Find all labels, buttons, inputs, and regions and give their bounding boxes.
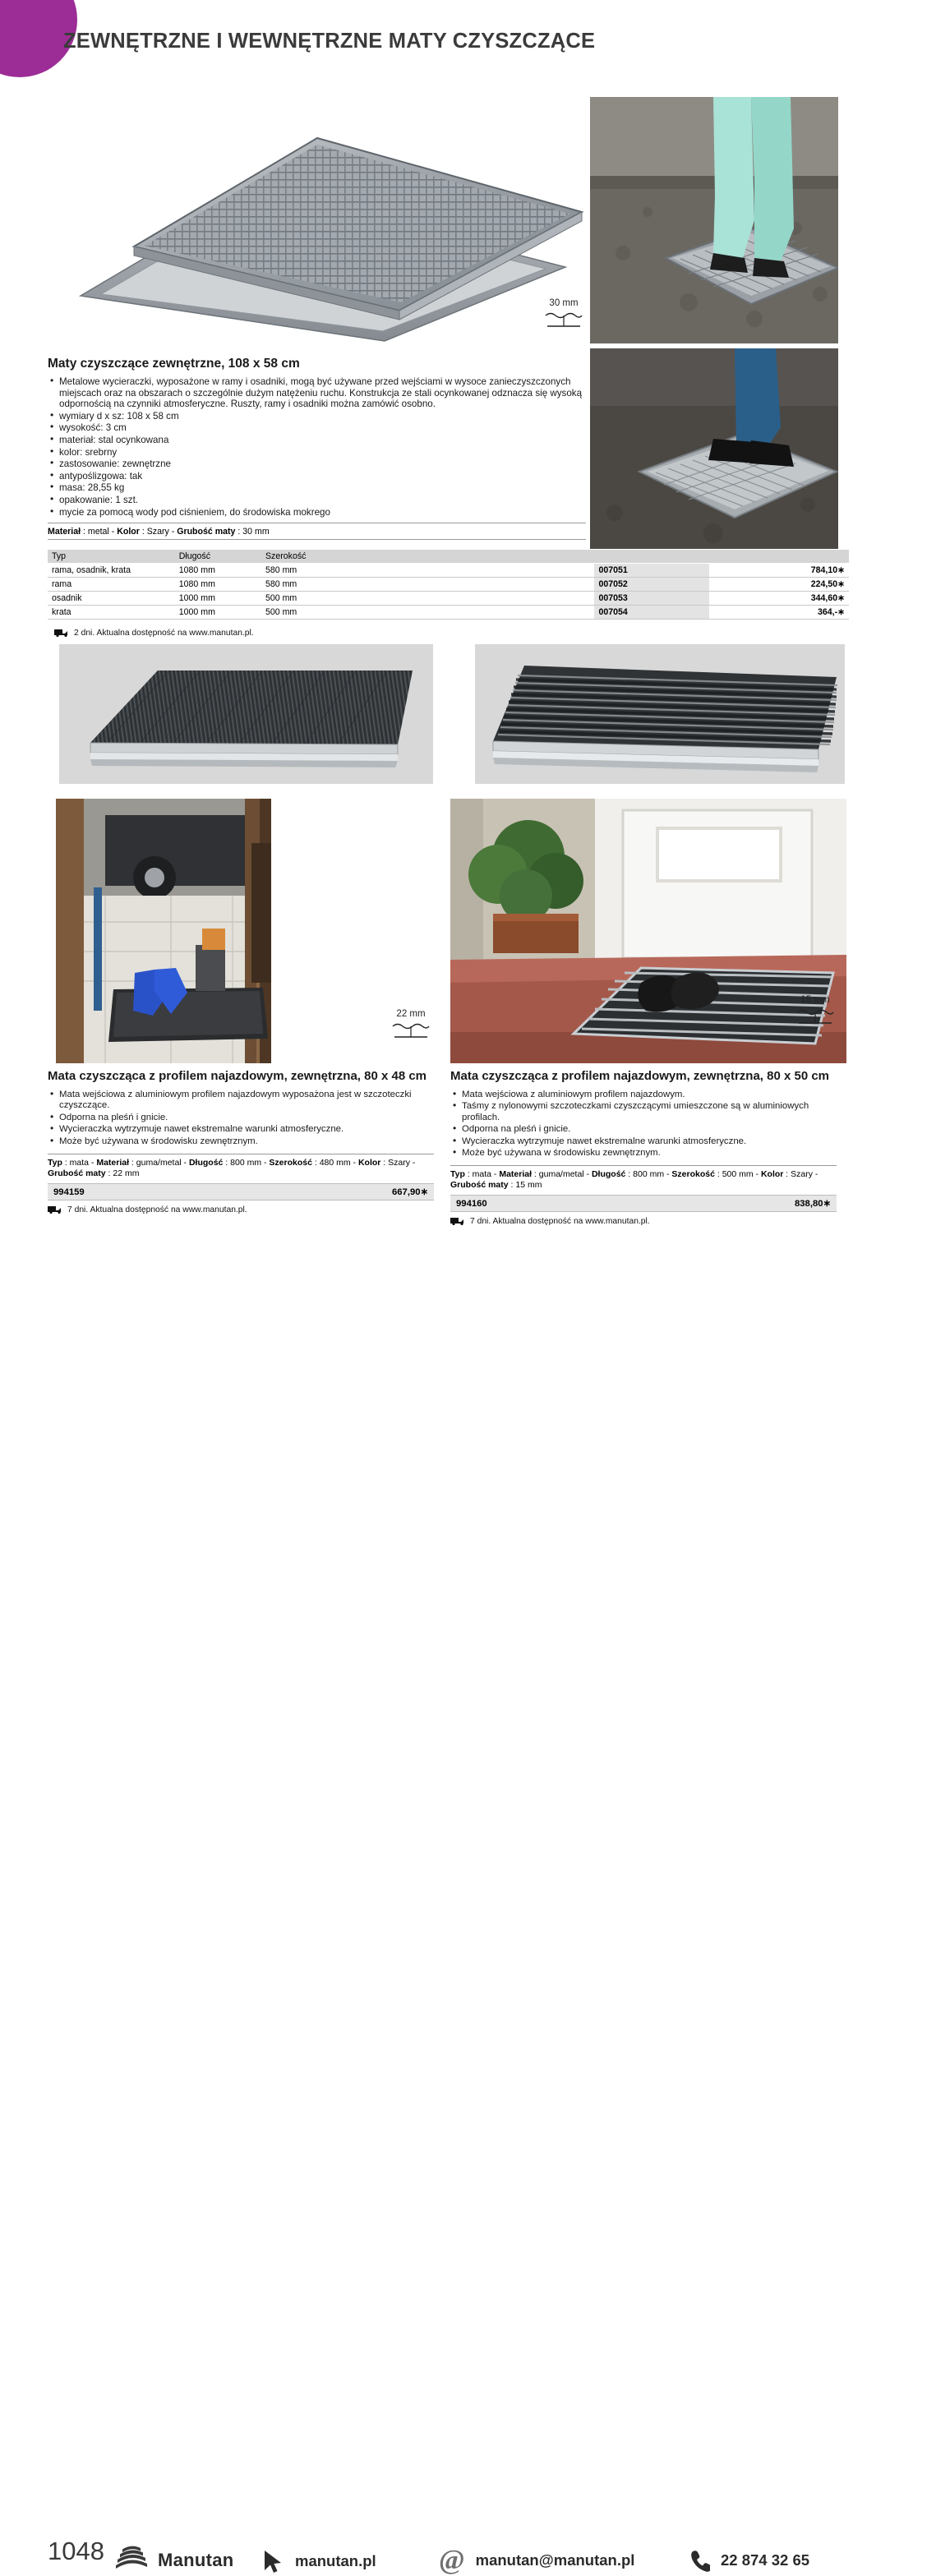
cell-price	[709, 578, 849, 592]
product-title-1: Maty czyszczące zewnętrzne, 108 x 58 cm	[48, 357, 300, 371]
cell-szerokosc: 580 mm	[261, 564, 594, 578]
cell-typ: rama, osadnik, krata	[48, 564, 175, 578]
delivery-text: 2 dni. Aktualna dostępność na www.manutan.pl.	[74, 629, 254, 638]
list-item: • antypoślizgowa: tak	[48, 471, 586, 482]
list-item: • Wycieraczka wytrzymuje nawet ekstremalne warunki atmosferyczne.	[450, 1136, 837, 1147]
list-item: • Może być używana w środowisku zewnętrznym.	[48, 1136, 434, 1147]
table-row[interactable]	[48, 578, 849, 592]
price-asterisk: ∗	[837, 565, 845, 575]
table-header-row	[48, 550, 849, 564]
list-item: • zastosowanie: zewnętrzne	[48, 459, 586, 470]
footer-website[interactable]	[261, 2549, 376, 2574]
spec-line-1: Materiał : metal - Kolor : Szary - Grubość maty : 30 mm	[48, 523, 586, 540]
product-description-block-1	[48, 357, 586, 540]
delivery-text: 7 dni. Aktualna dostępność na www.manutan.pl.	[470, 1217, 650, 1227]
cursor-icon	[261, 2549, 284, 2574]
list-item: • Odporna na pleśń i gnicie.	[450, 1124, 837, 1135]
application-photo-feet-on-mat-1	[590, 97, 838, 343]
cell-reference: 007052	[594, 578, 708, 592]
product-title-2: Mata czyszcząca z profilem najazdowym, zewnętrzna, 80 x 48 cm	[48, 1069, 427, 1083]
column-header-szerokosc: Szerokość	[261, 550, 594, 564]
truck-icon	[54, 628, 70, 639]
list-item: • kolor: srebrny	[48, 447, 586, 459]
product-image-brush-mat-left	[59, 644, 433, 784]
delivery-note-3	[450, 1216, 837, 1228]
list-item: • Mata wejściowa z aluminiowym profilem najazdowym wyposażona jest w szczoteczki czyszczące.	[48, 1090, 434, 1112]
feature-list-1	[48, 376, 586, 518]
price-asterisk: ∗	[837, 593, 845, 603]
price-value: 344,60	[810, 593, 838, 603]
purchase-row-3[interactable]	[450, 1195, 837, 1212]
list-item: • Może być używana w środowisku zewnętrznym.	[450, 1148, 837, 1159]
product-image-grate-mat	[56, 90, 586, 353]
list-item: • Taśmy z nylonowymi szczoteczkami czyszczącymi umieszczone są w aluminiowych profilach.	[450, 1101, 837, 1123]
cell-szerokosc: 500 mm	[261, 606, 594, 620]
footer-website-text: manutan.pl	[295, 2552, 376, 2569]
cell-typ: osadnik	[48, 592, 175, 606]
page-footer	[0, 1265, 936, 2575]
list-item: • materiał: stal ocynkowana	[48, 435, 586, 446]
brand-logo	[113, 2544, 234, 2576]
footer-phone-text: 22 874 32 65	[721, 2551, 810, 2569]
delivery-note-1	[54, 628, 254, 639]
list-item: • masa: 28,55 kg	[48, 482, 586, 494]
delivery-note-2	[48, 1205, 434, 1216]
page-number: 1048	[48, 2537, 104, 2565]
column-header-typ: Typ	[48, 550, 175, 564]
list-item: • opakowanie: 1 szt.	[48, 495, 586, 506]
spec-line-3: Typ : mata - Materiał : guma/metal - Długość : 800 mm - Szerokość : 500 mm - Kolor : Szary - Grubość maty : 15 mm	[450, 1165, 837, 1191]
table-row[interactable]	[48, 564, 849, 578]
list-item: • Metalowe wycieraczki, wyposażone w ramy i osadniki, mogą być używane przed wejściami w wysoce zanieczyszczonych miejscach oraz na obszarach o szczególnie dużym natężeniu ruchu. Konstrukcja ze stali ocynkowanej odznacza się wysoką odpornością na czynniki atmosferyczne. Ruszty, ramy i osadniki można zamówić osobno.	[48, 376, 586, 410]
brand-name: Manutan	[158, 2549, 234, 2570]
price-value: 224,50	[810, 579, 838, 589]
cell-price	[709, 606, 849, 620]
cell-price	[709, 564, 849, 578]
purchase-row-2[interactable]	[48, 1183, 434, 1200]
footer-email[interactable]	[439, 2545, 635, 2575]
feature-list-3	[450, 1090, 837, 1159]
thickness-indicator-30mm: 30 mm	[539, 298, 588, 332]
truck-icon	[48, 1205, 63, 1216]
cell-szerokosc: 580 mm	[261, 578, 594, 592]
list-item: • Wycieraczka wytrzymuje nawet ekstremalne warunki atmosferyczne.	[48, 1124, 434, 1135]
thickness-indicator-22mm: 22 mm	[386, 1009, 436, 1043]
product-variants-table	[48, 550, 849, 620]
product-title-3: Mata czyszcząca z profilem najazdowym, zewnętrzna, 80 x 50 cm	[450, 1069, 830, 1083]
reference-number: 994160	[456, 1198, 487, 1209]
manutan-logo-icon	[113, 2544, 150, 2576]
column-header-ref	[594, 550, 708, 564]
footer-phone[interactable]	[689, 2549, 809, 2572]
list-item: • wysokość: 3 cm	[48, 422, 586, 434]
cell-reference: 007054	[594, 606, 708, 620]
list-item: • Odporna na pleśń i gnicie.	[48, 1113, 434, 1123]
cell-typ: krata	[48, 606, 175, 620]
list-item: • mycie za pomocą wody pod ciśnieniem, do środowiska mokrego	[48, 507, 586, 518]
price-asterisk: ∗	[837, 579, 845, 589]
list-item: • wymiary d x sz: 108 x 58 cm	[48, 411, 586, 422]
truck-icon	[450, 1216, 466, 1228]
thickness-indicator-15mm: 15 mm	[791, 995, 840, 1029]
price-value: 364,-	[817, 607, 838, 617]
reference-number: 994159	[53, 1187, 85, 1197]
cell-dlugosc: 1080 mm	[175, 578, 261, 592]
table-row[interactable]	[48, 592, 849, 606]
phone-icon	[689, 2549, 710, 2572]
table-row[interactable]	[48, 606, 849, 620]
cell-dlugosc: 1080 mm	[175, 564, 261, 578]
product-image-brush-mat-right	[475, 644, 845, 784]
cell-price	[709, 592, 849, 606]
cell-reference: 007051	[594, 564, 708, 578]
list-item: • Mata wejściowa z aluminiowym profilem najazdowym.	[450, 1090, 837, 1100]
application-photo-doorstep	[450, 799, 846, 1063]
column-header-dlugosc: Długość	[175, 550, 261, 564]
product-description-block-2-left	[48, 1068, 434, 1216]
price-asterisk: ∗	[837, 607, 845, 617]
cell-typ: rama	[48, 578, 175, 592]
cell-dlugosc: 1000 mm	[175, 606, 261, 620]
column-header-price	[709, 550, 849, 564]
product-description-block-2-right	[450, 1068, 837, 1228]
application-photo-feet-on-mat-2	[590, 348, 838, 549]
page-title: ZEWNĘTRZNE I WEWNĘTRZNE MATY CZYSZCZĄCE	[63, 30, 596, 53]
spec-line-2: Typ : mata - Materiał : guma/metal - Długość : 800 mm - Szerokość : 480 mm - Kolor : Szary - Grubość maty : 22 mm	[48, 1154, 434, 1179]
cell-dlugosc: 1000 mm	[175, 592, 261, 606]
footer-email-text: manutan@manutan.pl	[475, 2551, 635, 2569]
price: 667,90∗	[391, 1187, 428, 1198]
at-sign-icon: @	[439, 2545, 465, 2575]
cell-szerokosc: 500 mm	[261, 592, 594, 606]
delivery-text: 7 dni. Aktualna dostępność na www.manutan.pl.	[67, 1205, 247, 1215]
price-value: 784,10	[810, 565, 838, 575]
cell-reference: 007053	[594, 592, 708, 606]
application-photo-garage-entrance	[56, 799, 271, 1063]
page-header	[0, 0, 936, 81]
price: 838,80∗	[794, 1199, 831, 1210]
feature-list-2	[48, 1090, 434, 1147]
